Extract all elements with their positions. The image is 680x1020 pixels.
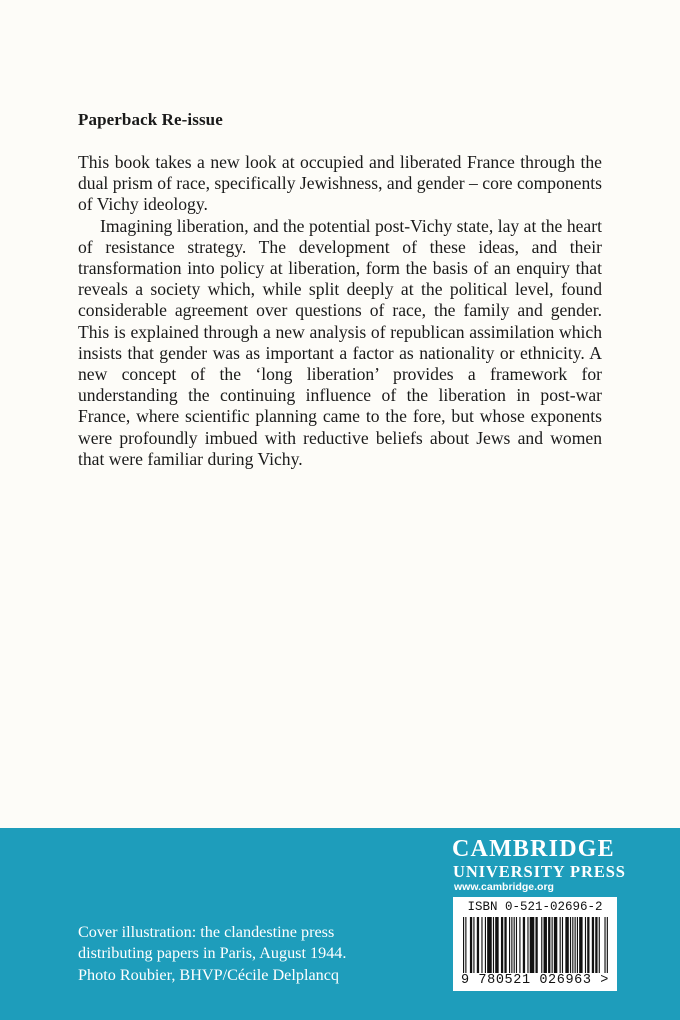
barcode-bar [514, 917, 515, 973]
barcode-bar [554, 917, 557, 973]
barcode-bar [504, 917, 506, 973]
barcode-bars [461, 917, 609, 973]
barcode-bar [592, 917, 594, 973]
barcode-bar [541, 917, 542, 973]
barcode-bar [595, 917, 597, 973]
barcode-bar [463, 917, 464, 973]
publisher-name: CAMBRIDGE [452, 836, 615, 862]
barcode-bar [587, 917, 589, 973]
barcode-bar [544, 917, 547, 973]
barcode-bar [530, 917, 535, 973]
barcode-panel [453, 897, 617, 991]
barcode-bar [565, 917, 568, 973]
reissue-label: Paperback Re-issue [78, 110, 223, 129]
credit-line-1: Cover illustration: the clandestine press [78, 923, 335, 941]
barcode-bar [523, 917, 525, 973]
barcode-bar [501, 917, 503, 973]
barcode-bar [562, 917, 563, 973]
barcode-bar [585, 917, 586, 973]
barcode-bar [570, 917, 571, 973]
barcode-bar [607, 917, 608, 973]
barcode-bar [575, 917, 576, 973]
barcode-bar [572, 917, 573, 973]
barcode-bar [470, 917, 472, 973]
barcode-bar [579, 917, 582, 973]
barcode-bar [509, 917, 510, 973]
barcode-bar [599, 917, 600, 973]
barcode-bar [495, 917, 498, 973]
book-description [78, 152, 602, 470]
barcode-bar [560, 917, 561, 973]
barcode-bar [519, 917, 520, 973]
credit-line-3: Photo Roubier, BHVP/Cécile Delplancq [78, 965, 340, 984]
barcode-bar [487, 917, 492, 973]
description-paragraph-2: Imagining liberation, and the potential post-Vichy state, lay at the heart of resistance strategy. The development of these ideas, and their transformation into policy at liberation, form the basis of an enquiry that reveals a society which, while split deeply at the political level, found considerable agreement over questions of race, the family and gender. This is explained through a new analysis of republican assimilation which insists that gender was as important a factor as nationality or ethnicity. A new concept of the ‘long liberation’ provides a framework for understanding the continuing influence of the liberation in post-war France, where scientific planning came to the fore, but whose exponents were profoundly imbued with reductive beliefs about Jews and women that were familiar during Vichy. [78, 215, 602, 469]
barcode-bar [485, 917, 486, 973]
barcode-bar [527, 917, 528, 973]
description-paragraph-1: This book takes a new look at occupied and liberated France through the dual prism of race, specifically Jewishness, and gender – core components of Vichy ideology. [78, 152, 602, 215]
barcode-icon [461, 917, 609, 973]
barcode-bar [535, 917, 537, 973]
barcode-bar [516, 917, 517, 973]
publisher-subtitle: UNIVERSITY PRESS [453, 862, 626, 881]
credit-line-2: distributing papers in Paris, August 1944. [78, 944, 347, 963]
barcode-bar [465, 917, 466, 973]
cover-credit [78, 922, 408, 986]
publisher-url[interactable]: www.cambridge.org [454, 881, 554, 893]
ean-number: 9 780521 026963 > [461, 973, 609, 988]
barcode-bar [477, 917, 479, 973]
barcode-bar [481, 917, 482, 973]
barcode-bar [552, 917, 553, 973]
barcode-bar [473, 917, 474, 973]
barcode-bar [511, 917, 512, 973]
barcode-bar [604, 917, 605, 973]
barcode-bar [548, 917, 550, 973]
barcode-bar [577, 917, 578, 973]
isbn-number: ISBN 0-521-02696-2 [467, 900, 603, 914]
barcode-bar [493, 917, 494, 973]
